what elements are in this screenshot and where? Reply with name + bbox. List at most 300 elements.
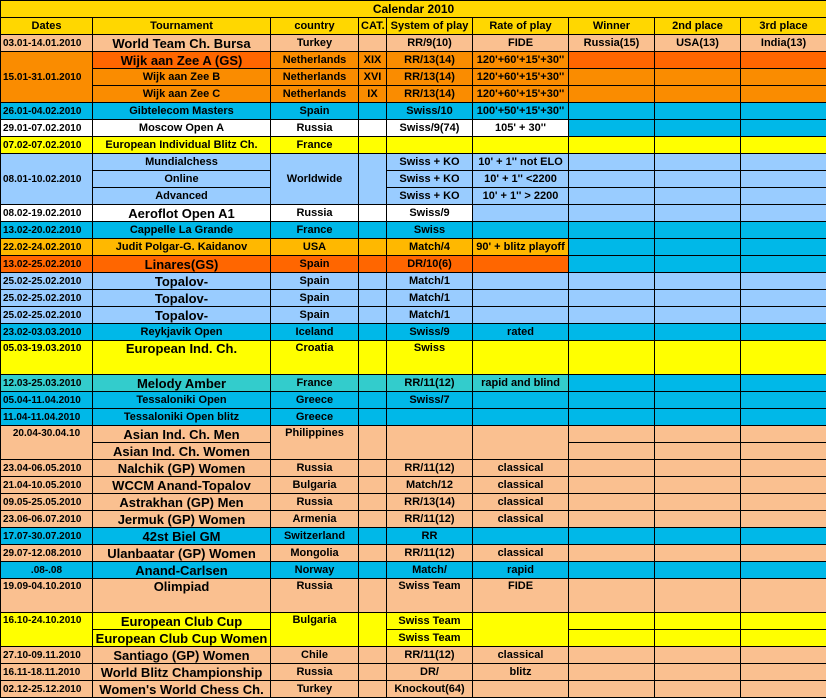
header-country: country <box>271 18 359 35</box>
rate-cell <box>473 426 569 460</box>
second-cell <box>655 477 741 494</box>
table-row <box>1 52 826 69</box>
second-cell <box>655 137 741 154</box>
third-cell <box>741 239 826 256</box>
header-system: System of play <box>387 18 473 35</box>
rate-cell: 120'+60'+15'+30'' <box>473 69 569 86</box>
rate-cell: 90' + blitz playoff <box>473 239 569 256</box>
tournament-cell: Moscow Open A <box>93 120 271 137</box>
system-cell: Match/12 <box>387 477 473 494</box>
cat-cell <box>359 545 387 562</box>
second-cell <box>655 647 741 664</box>
tournament-cell: World Blitz Championship <box>93 664 271 681</box>
rate-cell: classical <box>473 647 569 664</box>
table-row <box>1 222 826 239</box>
cat-cell <box>359 239 387 256</box>
table-row <box>1 630 826 647</box>
tournament-cell: Astrakhan (GP) Men <box>93 494 271 511</box>
tournament-cell: European Individual Blitz Ch. <box>93 137 271 154</box>
tournament-cell: Gibtelecom Masters <box>93 103 271 120</box>
winner-cell <box>569 324 655 341</box>
date-cell: 16.11-18.11.2010 <box>1 664 93 681</box>
third-cell <box>741 171 826 188</box>
cat-cell: IX <box>359 86 387 103</box>
cat-cell <box>359 273 387 290</box>
rate-cell: 120'+60'+15'+30'' <box>473 52 569 69</box>
second-cell <box>655 290 741 307</box>
country-cell: Spain <box>271 307 359 324</box>
country-cell: Spain <box>271 290 359 307</box>
third-cell <box>741 460 826 477</box>
third-cell <box>741 188 826 205</box>
system-cell: Swiss + KO <box>387 154 473 171</box>
cat-cell <box>359 460 387 477</box>
tournament-cell: Advanced <box>93 188 271 205</box>
tournament-cell: Reykjavik Open <box>93 324 271 341</box>
country-cell: Turkey <box>271 681 359 698</box>
date-cell: 15.01-31.01.2010 <box>1 52 93 103</box>
second-cell <box>655 494 741 511</box>
rate-cell: 10' + 1'' > 2200 <box>473 188 569 205</box>
winner-cell <box>569 256 655 273</box>
date-cell: 19.09-04.10.2010 <box>1 579 93 613</box>
cat-cell <box>359 154 387 205</box>
rate-cell <box>473 528 569 545</box>
winner-cell <box>569 52 655 69</box>
third-cell <box>741 528 826 545</box>
table-row <box>1 426 826 443</box>
tournament-cell: World Team Ch. Bursa <box>93 35 271 52</box>
third-cell <box>741 613 826 630</box>
winner-cell <box>569 443 655 460</box>
table-row <box>1 375 826 392</box>
table-row <box>1 494 826 511</box>
country-cell: Mongolia <box>271 545 359 562</box>
winner-cell <box>569 154 655 171</box>
rate-cell: classical <box>473 477 569 494</box>
cat-cell <box>359 511 387 528</box>
winner-cell <box>569 137 655 154</box>
table-row <box>1 273 826 290</box>
tournament-cell: Santiago (GP) Women <box>93 647 271 664</box>
second-cell <box>655 409 741 426</box>
tournament-cell: Asian Ind. Ch. Men <box>93 426 271 443</box>
date-cell: 23.02-03.03.2010 <box>1 324 93 341</box>
winner-cell <box>569 120 655 137</box>
system-cell: RR/11(12) <box>387 647 473 664</box>
second-cell <box>655 545 741 562</box>
winner-cell <box>569 562 655 579</box>
table-row <box>1 613 826 630</box>
tournament-cell: Online <box>93 171 271 188</box>
system-cell: RR/11(12) <box>387 545 473 562</box>
cat-cell <box>359 222 387 239</box>
header-third: 3rd place <box>741 18 826 35</box>
third-cell <box>741 103 826 120</box>
rate-cell: classical <box>473 460 569 477</box>
second-cell <box>655 154 741 171</box>
second-cell <box>655 171 741 188</box>
country-cell: Norway <box>271 562 359 579</box>
third-cell <box>741 545 826 562</box>
tournament-cell: European Ind. Ch. <box>93 341 271 375</box>
rate-cell <box>473 273 569 290</box>
second-cell <box>655 460 741 477</box>
third-cell <box>741 647 826 664</box>
rate-cell: rated <box>473 324 569 341</box>
rate-cell: blitz <box>473 664 569 681</box>
table-row <box>1 69 826 86</box>
country-cell: Bulgaria <box>271 477 359 494</box>
country-cell: Greece <box>271 409 359 426</box>
date-cell: 23.04-06.05.2010 <box>1 460 93 477</box>
date-cell: 26.01-04.02.2010 <box>1 103 93 120</box>
third-cell <box>741 426 826 443</box>
second-cell <box>655 86 741 103</box>
winner-cell <box>569 290 655 307</box>
second-cell <box>655 239 741 256</box>
winner-cell <box>569 409 655 426</box>
header-tournament: Tournament <box>93 18 271 35</box>
date-cell: 17.07-30.07.2010 <box>1 528 93 545</box>
cat-cell <box>359 137 387 154</box>
country-cell: Russia <box>271 664 359 681</box>
system-cell: DR/10(6) <box>387 256 473 273</box>
rate-cell: 10' + 1'' <2200 <box>473 171 569 188</box>
winner-cell <box>569 460 655 477</box>
date-cell: 25.02-25.02.2010 <box>1 290 93 307</box>
tournament-cell: Tessaloniki Open <box>93 392 271 409</box>
tournament-cell: Ulanbaatar (GP) Women <box>93 545 271 562</box>
system-cell: Swiss/9(74) <box>387 120 473 137</box>
second-cell <box>655 103 741 120</box>
tournament-cell: Women's World Chess Ch. <box>93 681 271 698</box>
cat-cell <box>359 579 387 613</box>
system-cell: DR/ <box>387 664 473 681</box>
date-cell: 16.10-24.10.2010 <box>1 613 93 647</box>
cat-cell <box>359 256 387 273</box>
rate-cell: classical <box>473 511 569 528</box>
table-row <box>1 290 826 307</box>
rate-cell: 100'+50'+15'+30'' <box>473 103 569 120</box>
second-cell <box>655 443 741 460</box>
winner-cell <box>569 375 655 392</box>
tournament-cell: European Club Cup <box>93 613 271 630</box>
table-row <box>1 205 826 222</box>
rate-cell: classical <box>473 494 569 511</box>
system-cell: RR/9(10) <box>387 35 473 52</box>
table-row <box>1 137 826 154</box>
date-cell: 03.01-14.01.2010 <box>1 35 93 52</box>
date-cell: 29.07-12.08.2010 <box>1 545 93 562</box>
table-row <box>1 664 826 681</box>
third-cell <box>741 494 826 511</box>
system-cell: RR/13(14) <box>387 69 473 86</box>
header-cat: CAT. <box>359 18 387 35</box>
tournament-cell: Tessaloniki Open blitz <box>93 409 271 426</box>
winner-cell <box>569 613 655 630</box>
system-cell: Swiss + KO <box>387 188 473 205</box>
country-cell: Chile <box>271 647 359 664</box>
rate-cell <box>473 222 569 239</box>
tournament-cell: 42st Biel GM <box>93 528 271 545</box>
table-row <box>1 545 826 562</box>
country-cell: Turkey <box>271 35 359 52</box>
rate-cell <box>473 307 569 324</box>
rate-cell <box>473 290 569 307</box>
cat-cell <box>359 613 387 647</box>
tournament-cell: Cappelle La Grande <box>93 222 271 239</box>
winner-cell <box>569 426 655 443</box>
second-cell <box>655 69 741 86</box>
tournament-cell: Asian Ind. Ch. Women <box>93 443 271 460</box>
table-row <box>1 341 826 375</box>
date-cell: 08.01-10.02.2010 <box>1 154 93 205</box>
date-cell: 12.03-25.03.2010 <box>1 375 93 392</box>
date-cell: 11.04-11.04.2010 <box>1 409 93 426</box>
tournament-cell: Wijk aan Zee A (GS) <box>93 52 271 69</box>
cat-cell <box>359 375 387 392</box>
second-cell <box>655 120 741 137</box>
winner-cell <box>569 239 655 256</box>
second-cell <box>655 324 741 341</box>
country-cell: USA <box>271 239 359 256</box>
country-cell: France <box>271 137 359 154</box>
cat-cell <box>359 477 387 494</box>
table-row <box>1 171 826 188</box>
tournament-cell: Nalchik (GP) Women <box>93 460 271 477</box>
winner-cell <box>569 392 655 409</box>
cat-cell <box>359 103 387 120</box>
winner-cell <box>569 307 655 324</box>
system-cell: Match/ <box>387 562 473 579</box>
cat-cell <box>359 392 387 409</box>
table-row <box>1 103 826 120</box>
header-rate: Rate of play <box>473 18 569 35</box>
system-cell: RR/11(12) <box>387 511 473 528</box>
country-cell: Netherlands <box>271 69 359 86</box>
calendar-title: Calendar 2010 <box>1 1 826 18</box>
system-cell: Swiss + KO <box>387 171 473 188</box>
winner-cell <box>569 528 655 545</box>
system-cell: RR <box>387 528 473 545</box>
system-cell: Swiss Team <box>387 630 473 647</box>
rate-cell: FIDE <box>473 35 569 52</box>
country-cell: Russia <box>271 120 359 137</box>
second-cell <box>655 511 741 528</box>
second-cell <box>655 205 741 222</box>
third-cell <box>741 290 826 307</box>
country-cell: Philippines <box>271 426 359 460</box>
third-cell <box>741 273 826 290</box>
third-cell <box>741 443 826 460</box>
rate-cell: 120'+60'+15'+30'' <box>473 86 569 103</box>
third-cell <box>741 664 826 681</box>
cat-cell <box>359 647 387 664</box>
tournament-cell: WCCM Anand-Topalov <box>93 477 271 494</box>
date-cell: 13.02-20.02.2010 <box>1 222 93 239</box>
second-cell <box>655 222 741 239</box>
second-cell <box>655 188 741 205</box>
winner-cell <box>569 579 655 613</box>
rate-cell: rapid and blind <box>473 375 569 392</box>
system-cell: RR/13(14) <box>387 52 473 69</box>
third-cell <box>741 375 826 392</box>
system-cell: RR/13(14) <box>387 494 473 511</box>
table-row <box>1 477 826 494</box>
system-cell: Swiss Team <box>387 613 473 630</box>
third-cell <box>741 409 826 426</box>
rate-cell <box>473 392 569 409</box>
system-cell: Swiss/9 <box>387 205 473 222</box>
date-cell: .08-.08 <box>1 562 93 579</box>
second-cell <box>655 307 741 324</box>
rate-cell <box>473 137 569 154</box>
system-cell: RR/13(14) <box>387 86 473 103</box>
system-cell: Swiss <box>387 222 473 239</box>
third-cell <box>741 477 826 494</box>
table-row <box>1 239 826 256</box>
third-cell <box>741 307 826 324</box>
header-winner: Winner <box>569 18 655 35</box>
table-row <box>1 681 826 698</box>
table-row <box>1 460 826 477</box>
table-row <box>1 409 826 426</box>
system-cell <box>387 426 473 460</box>
tournament-cell: Judit Polgar-G. Kaidanov <box>93 239 271 256</box>
date-cell: 07.02-07.02.2010 <box>1 137 93 154</box>
cat-cell: XIX <box>359 52 387 69</box>
tournament-cell: Aeroflot Open A1 <box>93 205 271 222</box>
country-cell: Netherlands <box>271 86 359 103</box>
winner-cell <box>569 188 655 205</box>
system-cell: Match/1 <box>387 290 473 307</box>
third-cell <box>741 52 826 69</box>
system-cell: Knockout(64) <box>387 681 473 698</box>
second-cell <box>655 664 741 681</box>
table-row <box>1 154 826 171</box>
third-cell <box>741 86 826 103</box>
date-cell: 25.02-25.02.2010 <box>1 307 93 324</box>
table-row <box>1 562 826 579</box>
second-cell <box>655 613 741 630</box>
second-cell <box>655 273 741 290</box>
cat-cell <box>359 205 387 222</box>
winner-cell <box>569 222 655 239</box>
third-cell <box>741 681 826 698</box>
winner-cell <box>569 647 655 664</box>
winner-cell <box>569 494 655 511</box>
winner-cell <box>569 103 655 120</box>
cat-cell <box>359 324 387 341</box>
rate-cell <box>473 205 569 222</box>
system-cell: RR/11(12) <box>387 375 473 392</box>
cat-cell <box>359 494 387 511</box>
tournament-cell: European Club Cup Women <box>93 630 271 647</box>
cat-cell <box>359 664 387 681</box>
date-cell: 20.04-30.04.10 <box>1 426 93 460</box>
winner-cell <box>569 630 655 647</box>
cat-cell <box>359 307 387 324</box>
table-row <box>1 324 826 341</box>
winner-cell <box>569 273 655 290</box>
winner-cell <box>569 171 655 188</box>
country-cell: Spain <box>271 256 359 273</box>
date-cell: 27.10-09.11.2010 <box>1 647 93 664</box>
second-cell <box>655 630 741 647</box>
table-row <box>1 86 826 103</box>
date-cell: 02.12-25.12.2010 <box>1 681 93 698</box>
date-cell: 22.02-24.02.2010 <box>1 239 93 256</box>
country-cell: Russia <box>271 494 359 511</box>
country-cell: Bulgaria <box>271 613 359 647</box>
header-second: 2nd place <box>655 18 741 35</box>
rate-cell <box>473 256 569 273</box>
date-cell: 23.06-06.07.2010 <box>1 511 93 528</box>
second-cell <box>655 392 741 409</box>
rate-cell: 105' + 30'' <box>473 120 569 137</box>
cat-cell <box>359 35 387 52</box>
third-cell <box>741 324 826 341</box>
winner-cell <box>569 681 655 698</box>
second-cell <box>655 375 741 392</box>
tournament-cell: Wijk aan Zee C <box>93 86 271 103</box>
rate-cell <box>473 613 569 647</box>
cat-cell <box>359 426 387 460</box>
system-cell: Swiss/10 <box>387 103 473 120</box>
third-cell <box>741 222 826 239</box>
country-cell: Netherlands <box>271 52 359 69</box>
rate-cell <box>473 681 569 698</box>
table-row <box>1 307 826 324</box>
second-cell <box>655 256 741 273</box>
tournament-cell: Olimpiad <box>93 579 271 613</box>
table-row <box>1 647 826 664</box>
rate-cell: classical <box>473 545 569 562</box>
table-row <box>1 35 826 52</box>
country-cell: Russia <box>271 579 359 613</box>
system-cell: Match/1 <box>387 273 473 290</box>
cat-cell: XVI <box>359 69 387 86</box>
country-cell: France <box>271 375 359 392</box>
tournament-cell: Topalov- <box>93 290 271 307</box>
second-cell <box>655 341 741 375</box>
system-cell: Swiss/9 <box>387 324 473 341</box>
third-cell <box>741 256 826 273</box>
date-cell: 21.04-10.05.2010 <box>1 477 93 494</box>
date-cell: 29.01-07.02.2010 <box>1 120 93 137</box>
country-cell: Russia <box>271 205 359 222</box>
date-cell: 05.04-11.04.2010 <box>1 392 93 409</box>
table-row <box>1 579 826 613</box>
table-row <box>1 256 826 273</box>
header-row <box>1 18 826 35</box>
third-cell <box>741 120 826 137</box>
table-row <box>1 120 826 137</box>
winner-cell <box>569 477 655 494</box>
system-cell: RR/11(12) <box>387 460 473 477</box>
cat-cell <box>359 562 387 579</box>
third-cell: India(13) <box>741 35 826 52</box>
rate-cell: 10' + 1'' not ELO <box>473 154 569 171</box>
cat-cell <box>359 681 387 698</box>
rate-cell: FIDE <box>473 579 569 613</box>
winner-cell <box>569 205 655 222</box>
table-row <box>1 392 826 409</box>
system-cell <box>387 137 473 154</box>
table-row <box>1 188 826 205</box>
third-cell <box>741 579 826 613</box>
